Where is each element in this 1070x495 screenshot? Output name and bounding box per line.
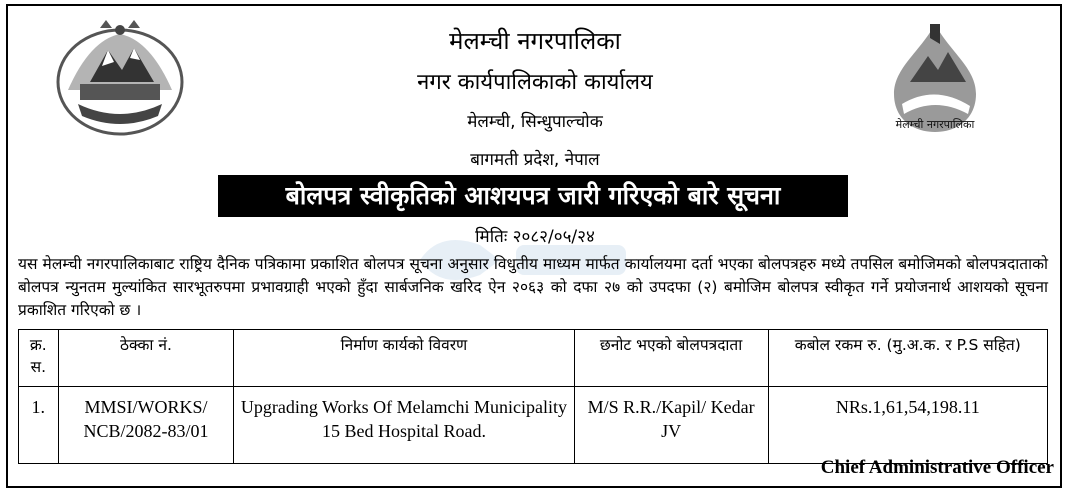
col-work-description-header: निर्माण कार्यको विवरण	[234, 330, 574, 387]
col-selected-bidder-header: छनोट भएको बोलपत्रदाता	[574, 330, 768, 387]
table-header-row	[19, 330, 1048, 387]
notice-title: बोलपत्र स्वीकृतिको आशयपत्र जारी गरिएको बारे सूचना	[218, 175, 848, 217]
cell-selected-bidder: M/S R.R./Kapil/ Kedar JV	[574, 387, 768, 464]
province-line: बागमती प्रदेश, नेपाल	[470, 150, 600, 170]
col-serial-header: क्र. स.	[19, 330, 59, 387]
office-name: नगर कार्यपालिकाको कार्यालय	[417, 70, 653, 95]
col-contract-no-header: ठेक्का नं.	[58, 330, 234, 387]
logo-caption: मेलम्ची नगरपालिका	[895, 118, 975, 131]
cell-bid-amount: NRs.1,61,54,198.11	[768, 387, 1047, 464]
municipality-name: मेलम्ची नगरपालिका	[449, 27, 621, 55]
cell-contract-no: MMSI/WORKS/ NCB/2082-83/01	[58, 387, 234, 464]
table-row	[19, 387, 1048, 464]
signatory-title: Chief Administrative Officer	[820, 457, 1054, 478]
address-line: मेलम्ची, सिन्धुपाल्चोक	[467, 112, 603, 132]
col-bid-amount-header: कबोल रकम रु. (मु.अ.क. र P.S सहित)	[768, 330, 1047, 387]
cell-serial: 1.	[19, 387, 59, 464]
notice-date: मितिः २०८२/०५/२४	[475, 227, 595, 247]
cell-work-description: Upgrading Works Of Melamchi Municipality 15 Bed Hospital Road.	[234, 387, 574, 464]
award-table	[18, 329, 1048, 464]
notice-body: यस मेलम्ची नगरपालिकाबाट राष्ट्रिय दैनिक पत्रिकामा प्रकाशित बोलपत्र सूचना अनुसार विधुतीय माध्यम मार्फत कार्यालयमा दर्ता भएका बोलपत्रहरु मध्ये तपसिल बमोजिमको बोलपत्रदाताको बोलपत्र न्युनतम मुल्यांकित सारभूतरुपमा प्रभावग्राही भएको हुँदा सार्बजनिक खरिद ऐन २०६३ को दफा २७ को उपदफा (२) बमोजिम बोलपत्र स्वीकृत गर्ने प्रयोजनार्थ आशयको सूचना प्रकाशित गरिएको छ ।	[18, 255, 1048, 319]
